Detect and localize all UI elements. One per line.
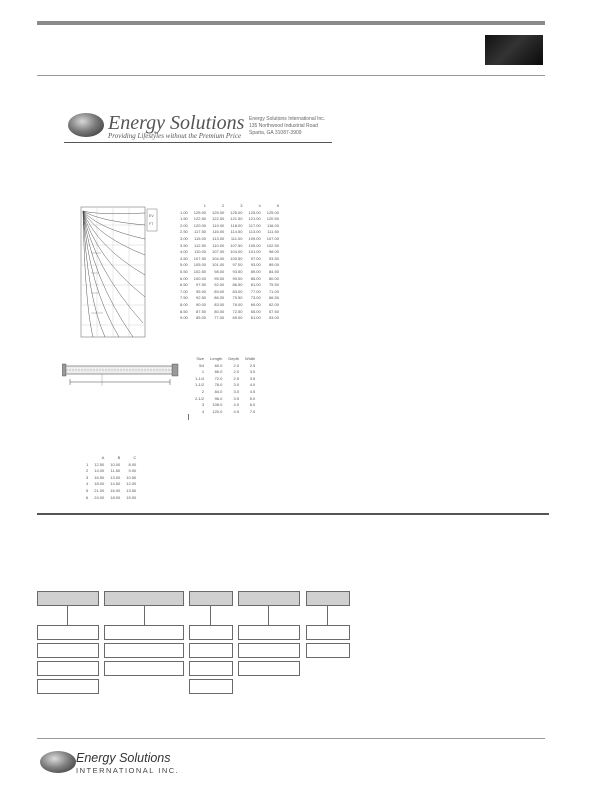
table-cell: 84.0 [214,388,223,394]
table-cell: 9.00 [128,468,137,474]
table-cell: 95.00 [196,288,207,294]
table-cell: 102.50 [266,242,279,248]
table-row [177,262,282,269]
globe-logo-icon [68,113,104,137]
top-rule [37,21,545,25]
table-cell: 13.00 [110,474,121,480]
table-cell: 105.00 [248,242,261,248]
header-cell: 5 [276,203,279,208]
header-cell: 1 [203,203,207,208]
letterhead-address [249,116,325,137]
table-cell: 1.50 [180,216,188,222]
table-cell: 110.00 [212,242,225,248]
table-row [177,309,282,316]
table-cell: 5 [86,487,89,493]
table-cell: 83.00 [232,288,243,294]
table-cell: 121.50 [230,216,243,222]
table-cell: 113.00 [212,235,225,241]
table-cell: 107.50 [230,242,243,248]
table-cell: 113.00 [248,229,261,235]
address-line-2: 135 Northwood Industrial Road [249,123,318,129]
sizing-chart [77,205,161,345]
org-child-box [104,661,184,676]
table-cell: 4.50 [180,255,188,261]
org-child-box [306,625,350,640]
table-cell: 97.00 [250,255,261,261]
table-cell: 89.00 [214,288,225,294]
table-cell: 80.00 [268,275,279,281]
table-cell: 81.00 [250,282,261,288]
table-cell: 13.50 [126,487,137,493]
table-cell: 10.50 [126,474,137,480]
header-cell: Size [196,356,205,361]
chart-legend-label-2: FT [149,222,154,226]
org-child-box [189,625,233,640]
org-child-box [238,643,300,658]
table-row [192,389,258,396]
table-cell: 109.00 [248,235,261,241]
table-cell: 14.00 [94,468,105,474]
org-child-box [306,643,350,658]
table-cell: 120.50 [266,216,279,222]
footer-globe-icon [40,751,76,773]
table-cell: 97.50 [196,282,207,288]
header-cell: A [101,455,105,460]
table-row [192,369,258,376]
table-cell: 3.0 [249,369,256,375]
table-cell: 5.00 [180,262,188,268]
table-cell: 93.50 [232,268,243,274]
table-cell: 125.00 [266,209,279,215]
table-cell: 15.00 [126,494,137,500]
org-child-box [104,643,184,658]
table-cell: 122.50 [193,216,207,222]
table-cell: 4.0 [249,382,256,388]
hose-diagram [62,360,180,390]
table-cell: 125.00 [248,209,261,215]
table-cell: 116.00 [267,222,279,228]
table-cell: 112.50 [194,242,207,248]
table-cell: 120.00 [193,222,207,228]
table-header-row [83,455,139,462]
header-graphic [485,35,543,65]
table-cell: 60.0 [214,362,223,368]
table-row [177,295,282,302]
address-line-3: Sparta, GA 31087-3909 [249,130,302,136]
table-cell: 4.00 [180,249,188,255]
header-cell: C [133,455,137,460]
table-cell: 69.00 [250,301,261,307]
table-cell: 125.00 [230,209,243,215]
org-child-box [37,661,99,676]
header-cell: 3 [240,203,243,208]
table-cell: 4.5 [249,388,256,394]
table-cell: 72.0 [214,375,223,381]
org-child-box [189,679,233,694]
table-row [177,276,282,283]
org-connector [327,606,328,625]
table-row [192,363,258,370]
table-cell: 3.50 [180,242,188,248]
table-row [192,409,258,416]
table-cell: 8.50 [180,308,188,314]
table-cell: 105.00 [193,262,207,268]
table-cell: 5.50 [180,268,188,274]
table-cell: 11.50 [110,468,121,474]
footer-brand-sub: INTERNATIONAL INC. [76,766,180,775]
table-cell: 85.00 [250,275,261,281]
org-child-box [238,661,300,676]
table-cell: 96.0 [214,395,223,401]
table-cell: 111.50 [267,229,279,235]
table-cell: 108.0 [212,402,223,408]
section-divider [37,513,549,515]
org-head-box-1 [37,591,99,606]
table-cell: 3 [201,402,205,408]
table-row [177,216,282,223]
footer-rule [37,738,545,739]
table-row [83,488,139,495]
header-cell: 4 [258,203,261,208]
org-connector [268,606,269,625]
table-cell: 57.50 [268,308,279,314]
table-cell: 100.00 [193,275,207,281]
table-row [83,468,139,475]
table-cell: 5.0 [249,395,256,401]
table-row [192,376,258,383]
table-cell: 18.00 [110,494,121,500]
org-child-box [37,625,99,640]
table-cell: 16.50 [94,474,105,480]
org-child-box [238,625,300,640]
table-cell: 77.00 [214,315,225,321]
text-cursor-mark [188,414,189,420]
table-cell: 3.0 [233,382,240,388]
org-child-box [189,643,233,658]
footer-brand-name: Energy Solutions [76,751,171,765]
table-row [177,210,282,217]
table-cell: 118.00 [230,222,243,228]
table-cell: 4.0 [233,402,240,408]
table-row [83,462,139,469]
table-cell: 3.00 [180,235,188,241]
table-row [177,315,282,322]
table-cell: 3.0 [233,388,240,394]
table-cell: 98.00 [214,268,225,274]
table-cell: 3.5 [249,375,256,381]
table-cell: 2-1/2 [195,395,205,401]
performance-table-body [177,210,282,322]
table-cell: 101.00 [212,262,225,268]
table-cell: 65.00 [250,308,261,314]
table-cell: 4.5 [233,408,240,414]
table-cell: 111.00 [230,235,243,241]
table-cell: 1.00 [180,209,188,215]
table-cell: 80.00 [214,308,225,314]
table-cell: 90.00 [232,275,243,281]
table-row [177,256,282,263]
org-head-box-4 [238,591,300,606]
table-cell: 66.0 [214,369,223,375]
table-cell: 62.00 [268,301,279,307]
chart-legend-label-1: EV [149,214,154,218]
table-cell: 107.00 [212,249,225,255]
table-cell: 2 [201,388,205,394]
table-cell: 101.00 [248,249,261,255]
table-header-row [177,203,282,210]
header-cell: B [117,455,121,460]
table-cell: 8.00 [180,301,188,307]
table-row [192,402,258,409]
table-cell: 1 [86,461,89,467]
table-row [83,495,139,502]
table-cell: 86.00 [214,295,225,301]
header-cell [177,203,191,210]
table-cell: 104.00 [212,255,225,261]
table-cell: 87.50 [196,308,207,314]
table-cell: 2.50 [180,229,188,235]
table-cell: 9.00 [180,315,188,321]
table-row [177,282,282,289]
table-cell: 95.00 [214,275,225,281]
table-cell: 117.50 [194,229,207,235]
table-cell: 4 [201,408,205,414]
org-head-box-5 [306,591,350,606]
header-cell: Depth [228,356,240,361]
table-cell: 18.00 [94,481,105,487]
fitting-table [192,356,258,415]
org-child-box [37,643,99,658]
table-cell: 117.00 [248,222,261,228]
table-cell: 122.00 [212,216,225,222]
table-cell: 66.50 [268,295,279,301]
table-cell: 2.00 [180,222,188,228]
table-cell: 116.00 [212,229,225,235]
table-cell: 7.50 [180,295,188,301]
table-cell: 100.50 [230,255,243,261]
header-cell: Width [245,356,256,361]
table-cell: 76.00 [232,301,243,307]
table-row [192,382,258,389]
table-cell: 89.00 [250,268,261,274]
table-cell: 24.00 [94,494,105,500]
letterhead-company: Energy Solutions [108,112,245,134]
table-cell: 14.50 [110,481,121,487]
table-row [177,223,282,230]
table-cell: 69.00 [232,315,243,321]
table-cell: 78.0 [214,382,223,388]
table-cell: 61.00 [250,315,261,321]
table-row [177,289,282,296]
table-cell: 6 [86,494,89,500]
table-cell: 71.00 [268,288,279,294]
table-cell: 75.50 [268,282,279,288]
table-cell: 77.00 [250,288,261,294]
table-cell: 125.00 [193,209,207,215]
org-head-box-3 [189,591,233,606]
table-cell: 92.00 [214,282,225,288]
table-cell: 89.00 [268,262,279,268]
address-line-1: Energy Solutions International Inc. [249,116,326,122]
performance-table [177,203,282,322]
table-cell: 1 [201,369,205,375]
header-cell [83,455,91,462]
table-cell: 21.00 [94,487,105,493]
table-cell: 107.00 [266,235,279,241]
table-cell: 110.00 [194,249,207,255]
table-cell: 1-1/4 [195,375,205,381]
org-child-box [37,679,99,694]
org-head-box-2 [104,591,184,606]
org-connector [210,606,211,625]
table-cell: 2 [86,468,89,474]
table-cell: 125.00 [212,209,225,215]
table-cell: 102.50 [193,268,207,274]
table-cell: 90.00 [196,301,207,307]
table-row [177,229,282,236]
table-cell: 16.00 [110,487,121,493]
table-cell: 3.5 [233,395,240,401]
table-cell: 2.0 [233,369,240,375]
table-row [177,269,282,276]
table-cell: 72.50 [232,308,243,314]
table-cell: 6.00 [180,275,188,281]
table-cell: 12.50 [94,461,105,467]
table-row [177,249,282,256]
letterhead-rule [64,142,332,143]
table-cell: 97.00 [232,262,243,268]
org-child-box [189,661,233,676]
table-cell: 104.00 [230,249,243,255]
table-cell: 115.00 [194,235,207,241]
org-child-box [104,625,184,640]
table-cell: 7.00 [180,288,188,294]
table-cell: 73.00 [250,295,261,301]
table-cell: 114.50 [230,229,243,235]
table-cell: 53.00 [268,315,279,321]
table-row [192,396,258,403]
table-cell: 12.00 [126,481,137,487]
table-cell: 84.50 [268,268,279,274]
table-cell: 83.00 [214,301,225,307]
table-cell: 6.0 [249,402,256,408]
table-cell: 6.50 [180,282,188,288]
table-row [177,243,282,250]
fitting-table-body [192,363,258,416]
letterhead-tagline: Providing Lifestyles without the Premium Price [108,132,242,140]
table-cell: 85.00 [196,315,207,321]
table-cell: 7.0 [249,408,256,414]
table-cell: 93.50 [268,255,279,261]
table-cell: 107.50 [193,255,207,261]
table-row [83,481,139,488]
table-cell: 79.50 [232,295,243,301]
table-cell: 2.5 [233,375,240,381]
table-cell: 8.00 [128,461,137,467]
header-rule [37,75,545,76]
table-cell: 3/4 [198,362,205,368]
table-cell: 92.50 [196,295,207,301]
table-cell: 93.00 [250,262,261,268]
table-cell: 10.00 [110,461,121,467]
table-header-row [192,356,258,363]
table-cell: 2.5 [249,362,256,368]
table-row [177,236,282,243]
table-cell: 3 [86,474,89,480]
small-table [83,455,139,501]
header-cell: Length [210,356,223,361]
header-cell: 2 [222,203,225,208]
table-cell: 119.00 [212,222,225,228]
table-cell: 120.0 [212,408,223,414]
table-cell: 98.00 [268,249,279,255]
table-cell: 2.0 [233,362,240,368]
table-cell: 4 [86,481,89,487]
org-connector [144,606,145,625]
table-row [83,475,139,482]
table-cell: 121.00 [248,216,261,222]
small-table-body [83,462,139,502]
table-cell: 1-1/2 [195,382,205,388]
table-cell: 86.50 [232,282,243,288]
org-connector [67,606,68,625]
table-row [177,302,282,309]
